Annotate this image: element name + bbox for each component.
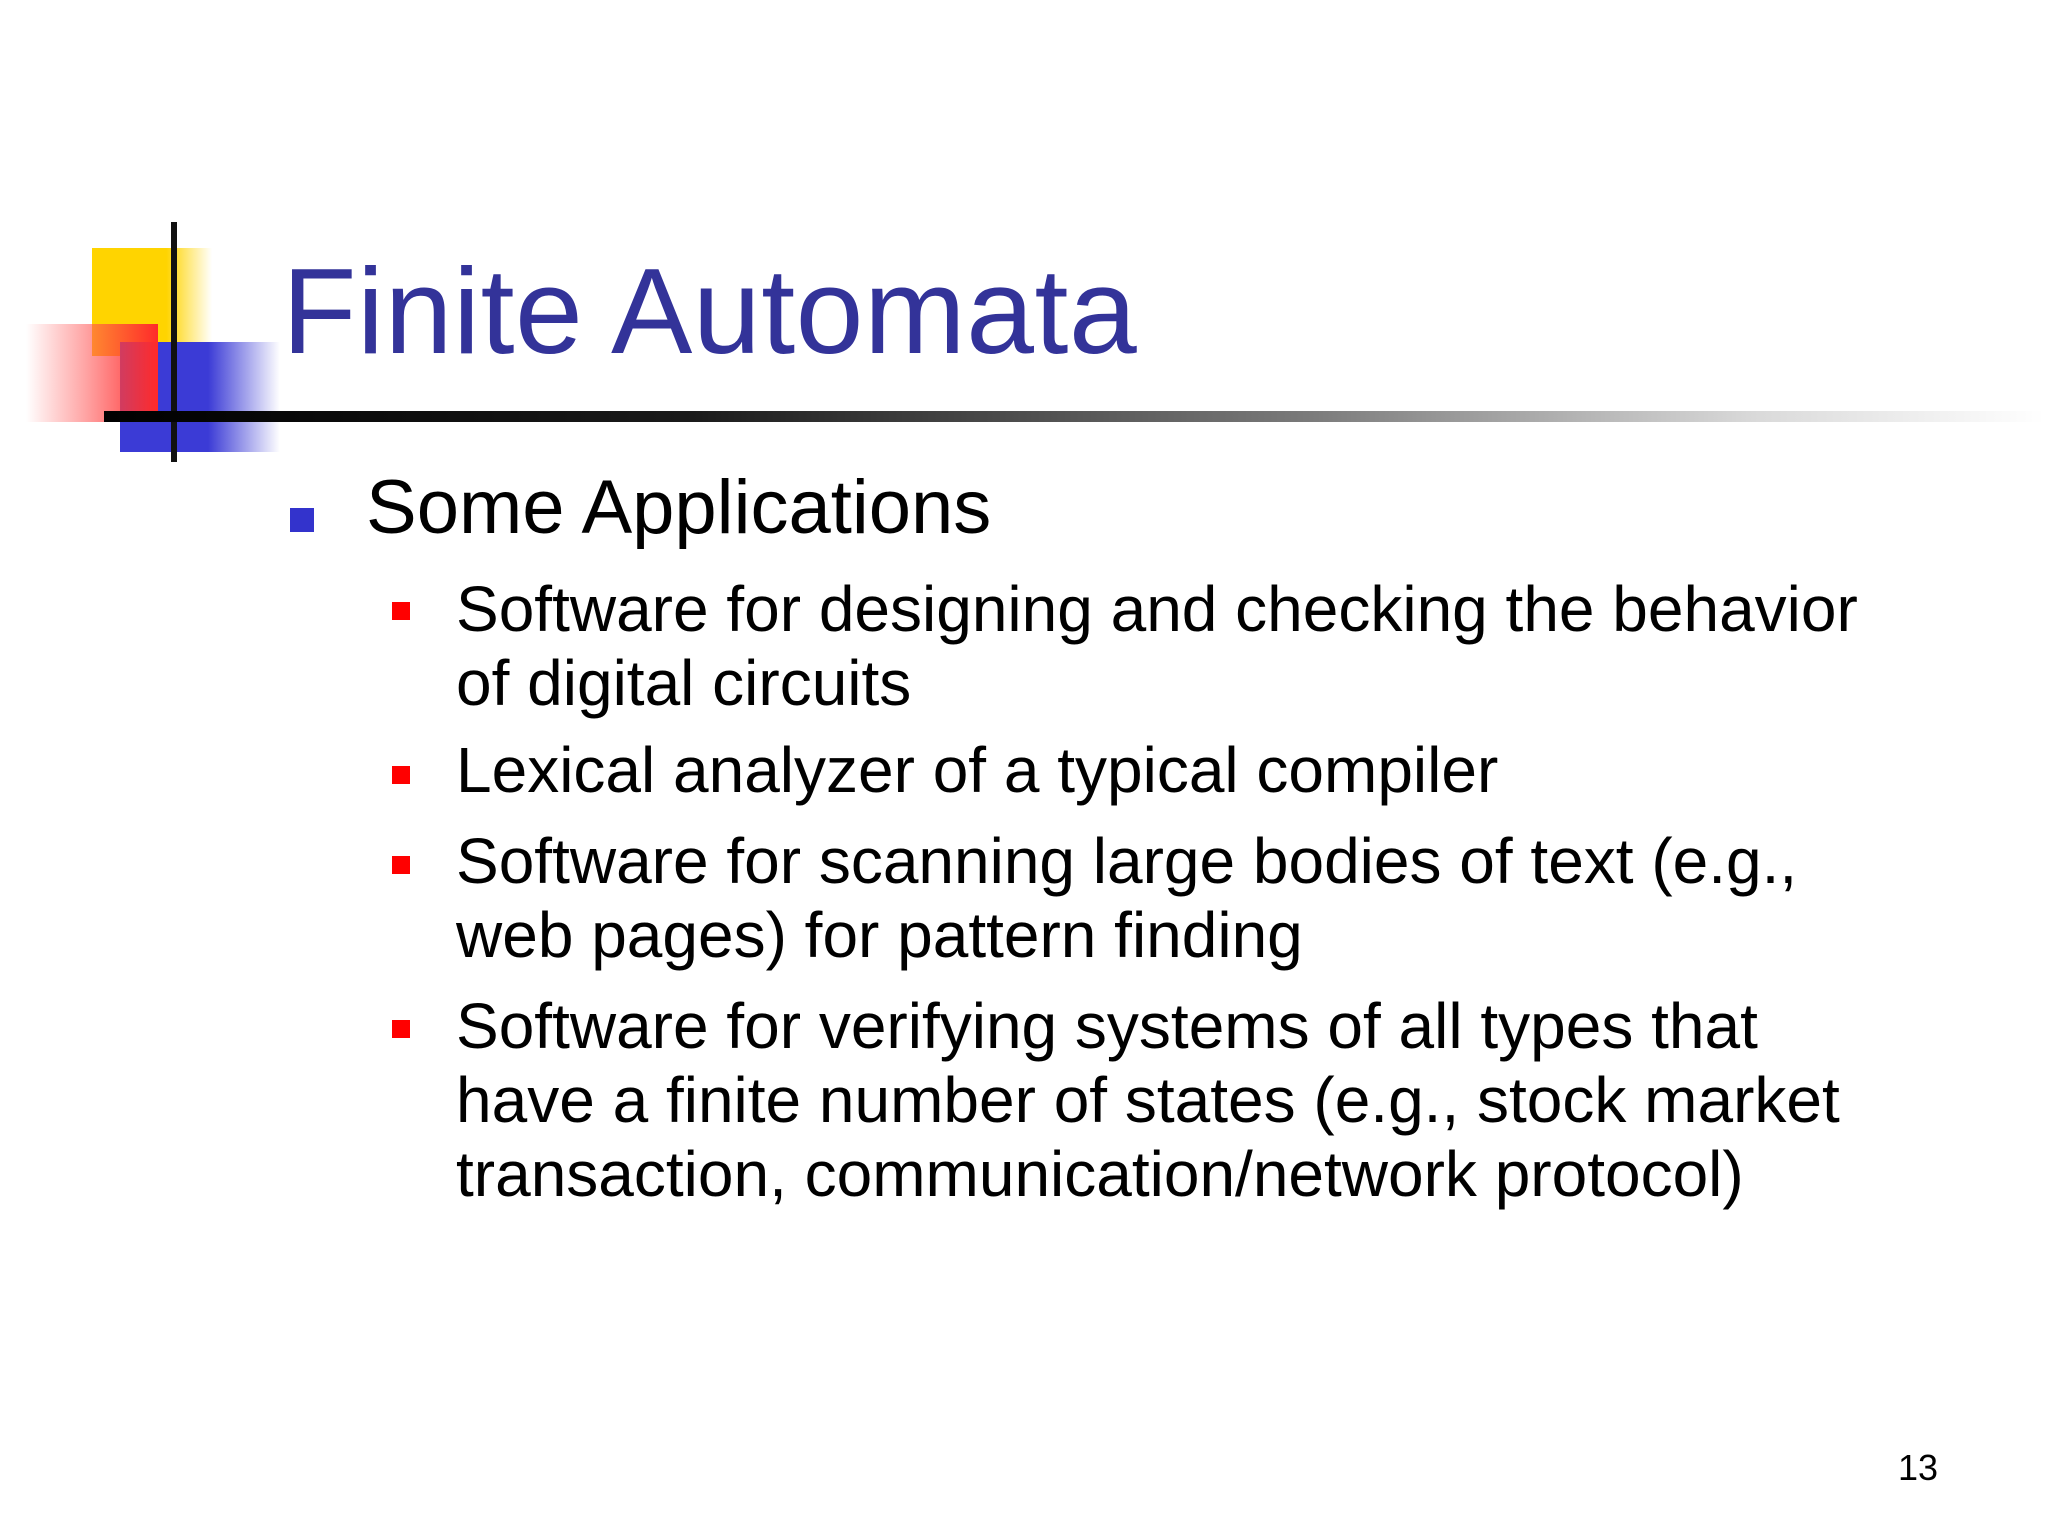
bullet-l2-text: Software for designing and checking the behavior of digital circuits xyxy=(456,573,1858,719)
bullet-l1-text: Some Applications xyxy=(366,465,992,550)
bullet-square-blue xyxy=(290,508,314,532)
bullet-square-red xyxy=(392,766,410,784)
slide-title: Finite Automata xyxy=(282,243,1138,379)
bullet-square-red xyxy=(392,856,410,874)
bullet-square-red xyxy=(392,1020,410,1038)
page-number: 13 xyxy=(1897,1447,1938,1488)
bullet-square-red xyxy=(392,602,410,620)
bullet-l2-text: Lexical analyzer of a typical compiler xyxy=(456,734,1499,806)
bullet-l2-text: Software for verifying systems of all types that have a finite number of states (e.g., stock market transaction, communication/network protocol) xyxy=(456,990,1840,1210)
bullet-l2-text: Software for scanning large bodies of text (e.g., web pages) for pattern finding xyxy=(456,825,1798,971)
